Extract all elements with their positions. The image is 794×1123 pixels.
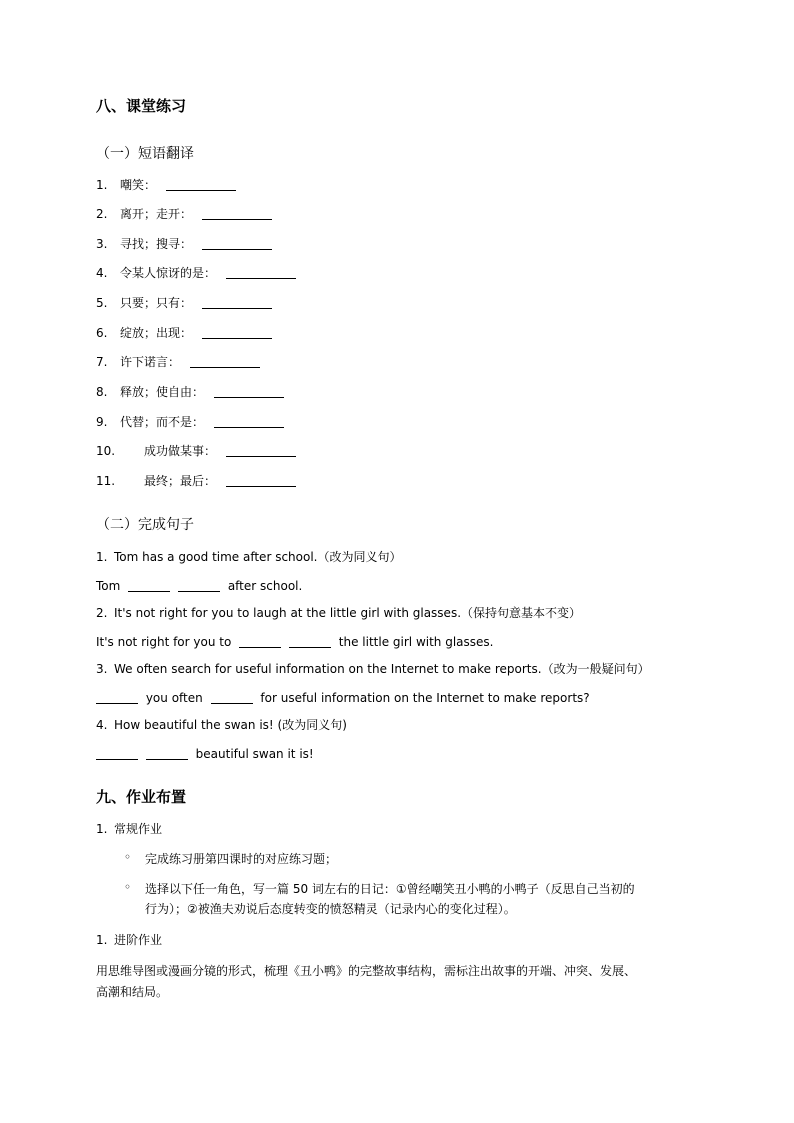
answer-blank[interactable] (202, 296, 272, 309)
homework-1-heading: 1. 常规作业 (96, 822, 163, 836)
answer-blank[interactable] (202, 237, 272, 250)
answer-blank[interactable] (289, 635, 331, 648)
sentence-answer: It's not right for you to the little girl with glasses. (96, 635, 494, 649)
section-8-title: 八、课堂练习 (96, 97, 187, 115)
answer-blank[interactable] (96, 747, 138, 760)
sentence-question: 3. We often search for useful information on the Internet to make reports.（改为一般疑问句） (96, 662, 650, 676)
phrase-item: 5. 只要；只有： (96, 294, 272, 311)
answer-blank[interactable] (202, 326, 272, 339)
answer-blank[interactable] (226, 266, 296, 279)
homework-2-text: 用思维导图或漫画分镜的形式，梳理《丑小鸭》的完整故事结构，需标注出故事的开端、冲突、发展、 (96, 964, 637, 978)
answer-blank[interactable] (239, 635, 281, 648)
homework-bullet: 选择以下任一角色，写一篇 50 词左右的日记：①曾经嘲笑丑小鸭的小鸭子（反思自己当初的 (145, 882, 635, 896)
phrase-item: 9. 代替；而不是： (96, 413, 284, 430)
phrase-item: 1. 嘲笑： (96, 176, 236, 193)
phrase-item: 8. 释放；使自由： (96, 383, 284, 400)
phrase-item: 3. 寻找；搜寻： (96, 235, 272, 252)
sentence-question: 4. How beautiful the swan is! (改为同义句) (96, 718, 347, 732)
answer-blank[interactable] (166, 178, 236, 191)
sentence-question: 1. Tom has a good time after school.（改为同义句） (96, 550, 402, 564)
answer-blank[interactable] (178, 579, 220, 592)
answer-blank[interactable] (214, 385, 284, 398)
homework-2-text-cont: 高潮和结局。 (96, 985, 169, 999)
sentence-question: 2. It's not right for you to laugh at the little girl with glasses.（保持句意基本不变） (96, 606, 582, 620)
bullet-marker: ◦ (124, 880, 132, 894)
homework-bullet-cont: 行为）；②被渔夫劝说后态度转变的愤怒精灵（记录内心的变化过程）。 (145, 902, 516, 916)
phrase-item: 11. 最终；最后： (96, 472, 296, 489)
answer-blank[interactable] (226, 474, 296, 487)
phrase-item: 7. 许下诺言： (96, 353, 260, 370)
answer-blank[interactable] (226, 444, 296, 457)
answer-blank[interactable] (202, 207, 272, 220)
answer-blank[interactable] (214, 415, 284, 428)
homework-bullet: 完成练习册第四课时的对应练习题； (145, 852, 338, 866)
sentence-answer: beautiful swan it is! (96, 747, 314, 761)
answer-blank[interactable] (128, 579, 170, 592)
bullet-marker: ◦ (124, 850, 132, 864)
part-1-title: （一）短语翻译 (96, 146, 194, 162)
phrase-item: 4. 令某人惊讶的是： (96, 264, 296, 281)
phrase-item: 6. 绽放；出现： (96, 324, 272, 341)
sentence-answer: you often for useful information on the Internet to make reports? (96, 691, 590, 705)
answer-blank[interactable] (146, 747, 188, 760)
phrase-item: 2. 离开；走开： (96, 205, 272, 222)
answer-blank[interactable] (211, 691, 253, 704)
answer-blank[interactable] (190, 355, 260, 368)
homework-2-heading: 1. 进阶作业 (96, 933, 163, 947)
sentence-answer: Tom after school. (96, 579, 303, 593)
part-2-title: （二）完成句子 (96, 517, 194, 533)
phrase-item: 10. 成功做某事： (96, 442, 296, 459)
section-9-title: 九、作业布置 (96, 788, 187, 806)
answer-blank[interactable] (96, 691, 138, 704)
